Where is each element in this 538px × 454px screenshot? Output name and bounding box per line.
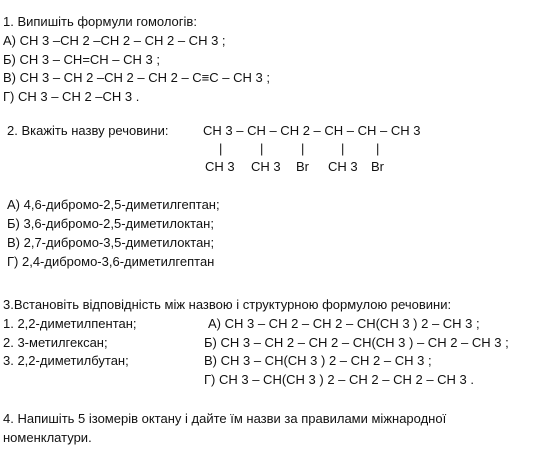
q1-option-c: В) CH 3 – CH 2 –CH 2 – CH 2 – C≡C – CH 3 ; <box>3 70 270 85</box>
q2-bond-5: | <box>376 141 380 156</box>
q4-line-2: номенклатури. <box>3 430 92 445</box>
q2-substituent-4: CH 3 <box>328 159 358 174</box>
q1-option-a: А) CH 3 –CH 2 –CH 2 – CH 2 – CH 3 ; <box>3 33 226 48</box>
q3-formula-d: Г) CH 3 – CH(CH 3 ) 2 – CH 2 – CH 2 – CH 3 . <box>204 372 474 387</box>
q2-substituent-1: CH 3 <box>205 159 235 174</box>
q3-name-3: 3. 2,2-диметилбутан; <box>3 353 129 368</box>
q2-option-c: В) 2,7-дибромо-3,5-диметилоктан; <box>7 235 215 250</box>
q2-formula-main: CH 3 – CH – CH 2 – CH – CH – CH 3 <box>203 123 421 138</box>
q2-option-b: Б) 3,6-дибромо-2,5-диметилоктан; <box>7 216 214 231</box>
q1-title: 1. Випишіть формули гомологів: <box>3 14 197 29</box>
q2-title: 2. Вкажіть назву речовини: <box>7 123 169 138</box>
q2-substituent-5: Br <box>371 159 384 174</box>
q3-formula-b: Б) CH 3 – CH 2 – CH 2 – CH(CH 3 ) – CH 2 – CH 3 ; <box>204 335 509 350</box>
q3-formula-c: В) CH 3 – CH(CH 3 ) 2 – CH 2 – CH 3 ; <box>204 353 432 368</box>
q2-bond-3: | <box>301 141 305 156</box>
q3-name-2: 2. 3-метилгексан; <box>3 335 108 350</box>
q2-bond-1: | <box>219 141 223 156</box>
q2-bond-4: | <box>341 141 345 156</box>
q3-name-1: 1. 2,2-диметилпентан; <box>3 316 137 331</box>
q1-option-b: Б) CH 3 – CH=CH – CH 3 ; <box>3 52 160 67</box>
q2-bond-2: | <box>260 141 264 156</box>
q2-substituent-3: Br <box>296 159 309 174</box>
q3-title: 3.Встановіть відповідність між назвою і структурною формулою речовини: <box>3 297 452 312</box>
q1-option-d: Г) CH 3 – CH 2 –CH 3 . <box>3 89 140 104</box>
q4-line-1: 4. Напишіть 5 ізомерів октану і дайте їм назви за правилами міжнародної <box>3 411 447 426</box>
q2-option-d: Г) 2,4-дибромо-3,6-диметилгептан <box>7 254 215 269</box>
q2-substituent-2: CH 3 <box>251 159 281 174</box>
q3-formula-a: А) CH 3 – CH 2 – CH 2 – CH(CH 3 ) 2 – CH 3 ; <box>208 316 480 331</box>
q2-option-a: А) 4,6-дибромо-2,5-диметилгептан; <box>7 197 220 212</box>
